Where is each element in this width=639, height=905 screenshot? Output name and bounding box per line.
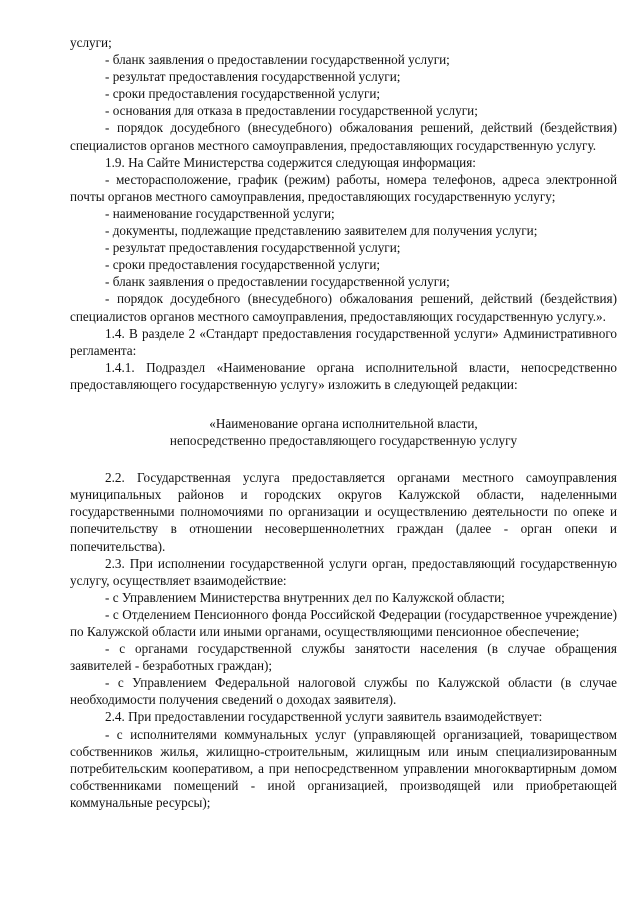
list-item: - порядок досудебного (внесудебного) обжалования решений, действий (бездействия) специалистов органов местного самоуправления, предоставляющих государственную услугу. — [70, 120, 617, 153]
paragraph: 2.3. При исполнении государственной услуги орган, предоставляющий государственную услугу, осуществляет взаимодействие: — [70, 555, 617, 588]
paragraph: 1.9. На Сайте Министерства содержится следующая информация: — [105, 154, 476, 170]
list-item: - основания для отказа в предоставлении государственной услуги; — [105, 103, 478, 119]
list-item: - документы, подлежащие представлению заявителем для получения услуги; — [105, 223, 538, 239]
paragraph: 1.4. В разделе 2 «Стандарт предоставления государственной услуги» Административного регламента: — [70, 325, 617, 358]
list-item: - с Управлением Федеральной налоговой службы по Калужской области (в случае необходимости получения сведений о доходах заявителя). — [70, 675, 617, 708]
list-item: - результат предоставления государственной услуги; — [105, 69, 401, 85]
list-item: - с органами государственной службы занятости населения (в случае обращения заявителей - безработных граждан); — [70, 641, 617, 674]
list-item: - порядок досудебного (внесудебного) обжалования решений, действий (бездействия) специалистов органов местного самоуправления, предоставляющих государственную услугу.». — [70, 291, 617, 324]
section-heading — [70, 415, 617, 449]
heading-line: «Наименование органа исполнительной власти, — [209, 415, 478, 431]
list-item: - сроки предоставления государственной услуги; — [105, 257, 381, 273]
paragraph: 2.2. Государственная услуга предоставляется органами местного самоуправления муниципальных районов и городских округов Калужской области, наделенными государственными полномочиями по организации и осуществлению деятельности по опеке и попечительству в отношении несовершеннолетних граждан (далее - орган опеки и попечительства). — [70, 470, 617, 554]
list-item: - бланк заявления о предоставлении государственной услуги; — [105, 274, 450, 290]
list-item: - с Управлением Министерства внутренних дел по Калужской области; — [105, 589, 505, 605]
paragraph: услуги; — [70, 35, 112, 50]
heading-line: непосредственно предоставляющего государственную услугу — [169, 433, 518, 449]
list-item: - бланк заявления о предоставлении государственной услуги; — [105, 52, 450, 68]
paragraph: 2.4. При предоставлении государственной услуги заявитель взаимодействует: — [105, 709, 543, 725]
list-item: - с Отделением Пенсионного фонда Российской Федерации (государственное учреждение) по Калужской области или иными органами, осуществляющими пенсионное обеспечение; — [70, 606, 617, 639]
list-item: - месторасположение, график (режим) работы, номера телефонов, адреса электронной почты органов местного самоуправления, предоставляющих государственную услугу; — [70, 171, 617, 204]
list-item: - результат предоставления государственной услуги; — [105, 240, 401, 256]
paragraph: 1.4.1. Подраздел «Наименование органа исполнительной власти, непосредственно предоставляющего государственную услугу» изложить в следующей редакции: — [70, 359, 617, 392]
list-item: - наименование государственной услуги; — [105, 205, 335, 221]
list-item: - с исполнителями коммунальных услуг (управляющей организацией, товариществом собственников жилья, жилищно-строительным, жилищным или иным специализированным потребительским кооперативом, а при непосредственном управлении многоквартирным домом собственниками помещений - иной организацией, производящей или приобретающей коммунальные ресурсы); — [70, 726, 617, 810]
section-bottom — [70, 469, 617, 811]
list-item: - сроки предоставления государственной услуги; — [105, 86, 381, 102]
section-top — [70, 34, 617, 393]
document-body — [70, 34, 617, 811]
